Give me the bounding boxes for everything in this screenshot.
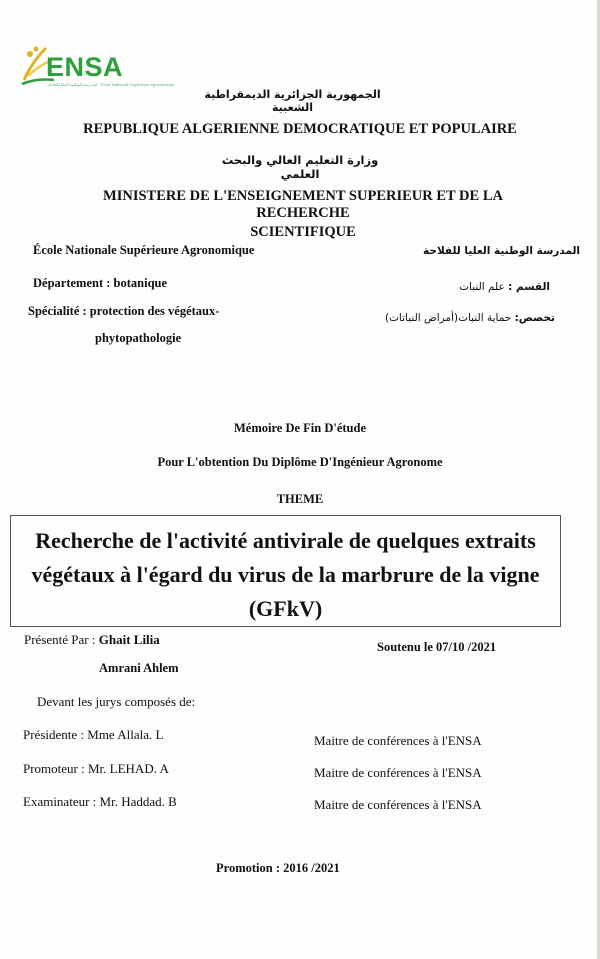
school-name-fr: École Nationale Supérieure Agronomique	[33, 243, 255, 257]
theme-line-3: (GFkV)	[248, 596, 323, 621]
theme-label: THEME	[276, 492, 324, 506]
presenter-name-2: Amrani Ahlem	[99, 661, 179, 675]
speciality-ar-value: حماية النبات(أمراض النباتات)	[384, 312, 512, 324]
defense-date: Soutenu le 07/10 /2021	[377, 640, 497, 654]
logo-subtext: المدرسة الوطنية العليا للفلاحة · École Nationale Supérieure Agronomique	[48, 82, 175, 87]
speciality-fr-line1: Spécialité : protection des végétaux-	[28, 304, 220, 318]
french-republic: REPUBLIQUE ALGERIENNE DEMOCRATIQUE ET POPULAIRE	[83, 121, 517, 137]
arabic-ministry: وزارة التعليم العالي والبحث العلمي	[221, 153, 379, 181]
memoire-purpose: Pour L'obtention Du Diplôme D'Ingénieur Agronome	[157, 455, 443, 469]
presenter-name-1: Ghait Lilia	[98, 632, 160, 647]
department-ar-value: علم النبات	[459, 281, 505, 293]
jury-role-2: Promoteur : Mr. LEHAD. A	[23, 761, 169, 776]
speciality-ar	[360, 312, 555, 324]
memoire-title: Mémoire De Fin D'étude	[233, 421, 367, 435]
ensa-logo	[18, 40, 175, 96]
arabic-republic: الجمهورية الجزائرية الديمقراطية الشعبية	[204, 88, 381, 114]
french-ministry-line2: SCIENTIFIQUE	[250, 224, 356, 240]
department-ar	[440, 281, 550, 293]
jury-role-1: Présidente : Mme Allala. L	[23, 727, 164, 742]
jury-title-3: Maitre de conférences à l'ENSA	[314, 797, 482, 812]
speciality-ar-label: تخصص:	[514, 312, 555, 324]
jury-title-1: Maitre de conférences à l'ENSA	[314, 733, 482, 748]
theme-box	[10, 515, 561, 627]
school-name-ar: المدرسة الوطنية العليا للفلاحة	[423, 245, 580, 257]
presenters	[24, 632, 160, 648]
theme-line-1: Recherche de l'activité antivirale de quelques extraits	[35, 528, 536, 553]
jury-role-3: Examinateur : Mr. Haddad. B	[23, 794, 177, 809]
jury-title-2: Maitre de conférences à l'ENSA	[314, 765, 482, 780]
french-ministry	[58, 188, 548, 241]
logo-text: ENSA	[46, 52, 124, 82]
theme-line-2: végétaux à l'égard du virus de la marbrure de la vigne	[31, 562, 540, 587]
department-fr: Département : botanique	[33, 276, 168, 290]
speciality-fr-line2: phytopathologie	[95, 331, 182, 345]
presenters-label: Présenté Par :	[24, 632, 96, 647]
promotion: Promotion : 2016 /2021	[216, 861, 340, 875]
department-ar-label: القسم :	[508, 281, 550, 293]
jury-intro: Devant les jurys composés de:	[37, 694, 196, 709]
french-ministry-line1: MINISTERE DE L'ENSEIGNEMENT SUPERIEUR ET DE LA RECHERCHE	[103, 188, 503, 221]
